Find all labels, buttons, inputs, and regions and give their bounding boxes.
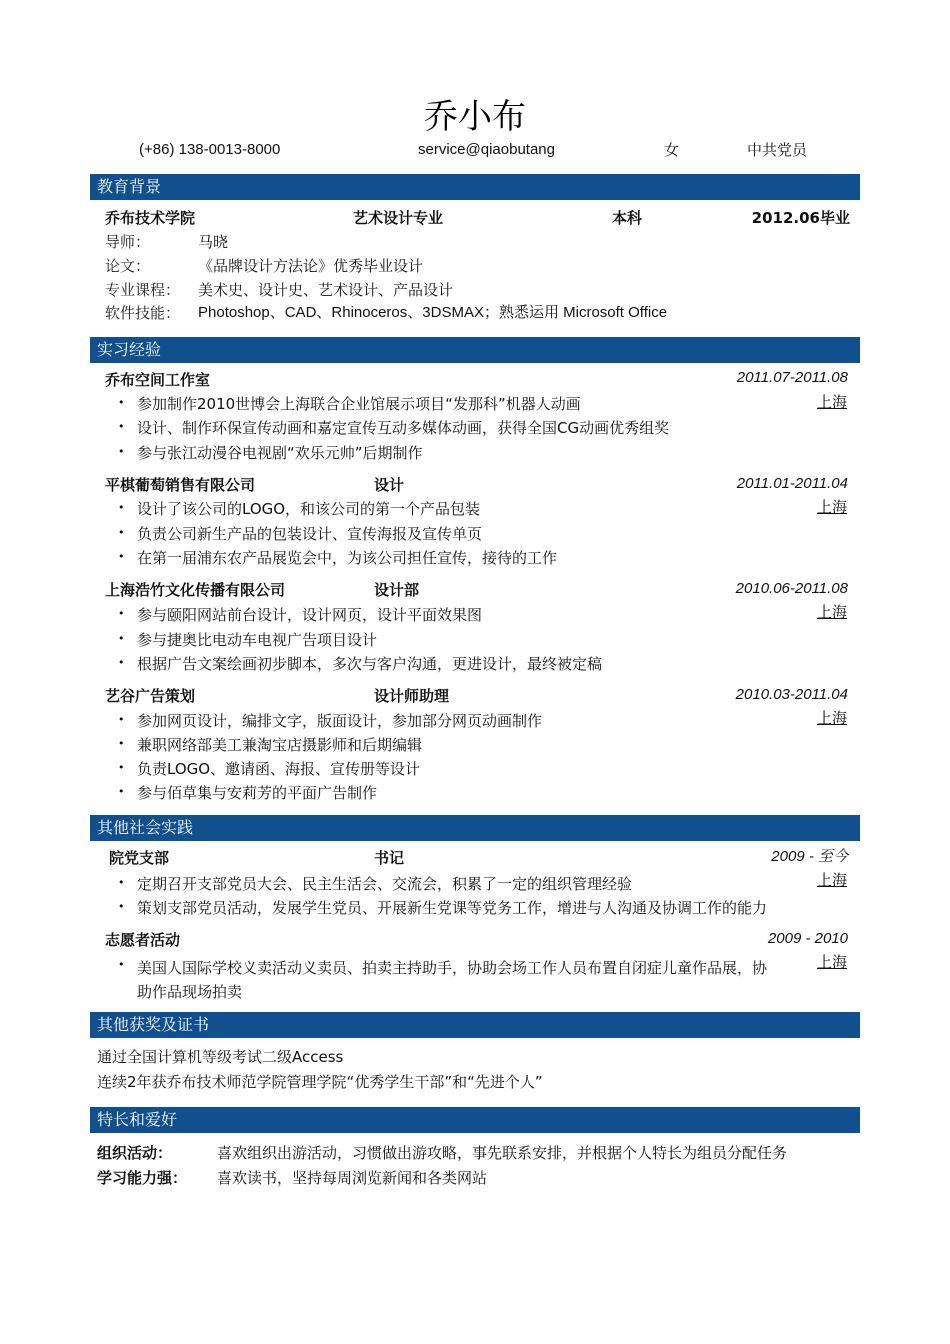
- job-bullet: 负责公司新生产品的包装设计、宣传海报及宣传单页: [137, 525, 483, 543]
- bullet-icon: •: [118, 876, 125, 889]
- bullet-icon: •: [118, 656, 125, 669]
- company-name: 乔布空间工作室: [105, 371, 211, 389]
- section-header-education: [90, 174, 860, 200]
- bullet-icon: •: [118, 632, 125, 645]
- bullet-icon: •: [118, 737, 125, 750]
- org-role: 书记: [374, 849, 405, 867]
- hobby-label: 学习能力强：: [97, 1169, 188, 1187]
- bullet-icon: •: [118, 550, 125, 563]
- job-bullet: 兼职网络部美工兼淘宝店摄影师和后期编辑: [137, 736, 423, 754]
- job-location: 上海: [816, 709, 847, 727]
- org-location: 上海: [816, 871, 847, 889]
- org-bullet: 定期召开支部党员大会、民主生活会、交流会，积累了一定的组织管理经验: [137, 875, 633, 893]
- job-role: 设计师助理: [374, 687, 450, 705]
- bullet-icon: •: [118, 526, 125, 539]
- job-bullet: 参与捷奥比电动车电视广告项目设计: [137, 631, 378, 649]
- org-name: 志愿者活动: [105, 931, 181, 949]
- job-bullet: 在第一届浦东农产品展览会中，为该公司担任宣传，接待的工作: [137, 549, 558, 567]
- school-name: 乔布技术学院: [105, 209, 196, 227]
- gender: 女: [664, 141, 680, 159]
- org-bullet: 策划支部党员活动，发展学生党员、开展新生党课等党务工作，增进与人沟通及协调工作的能力: [137, 899, 768, 917]
- major: 艺术设计专业: [353, 209, 444, 227]
- org-date: 2009 - 至今: [771, 848, 848, 865]
- company-name: 平棋葡萄销售有限公司: [105, 476, 256, 494]
- section-title: 教育背景: [97, 177, 162, 196]
- section-title: 其他社会实践: [97, 818, 194, 837]
- bullet-icon: •: [118, 396, 125, 409]
- job-bullet: 参与张江动漫谷电视剧“欢乐元帅”后期制作: [137, 444, 423, 462]
- company-name: 艺谷广告策划: [105, 687, 196, 705]
- org-location: 上海: [816, 953, 847, 971]
- detail-value: 《品牌设计方法论》优秀毕业设计: [198, 257, 424, 275]
- job-bullet: 参加网页设计，编排文字，版面设计，参加部分网页动画制作: [137, 712, 543, 730]
- award-item: 连续2年获乔布技术师范学院管理学院“优秀学生干部”和“先进个人”: [97, 1073, 543, 1091]
- org-bullet: 美国人国际学校义卖活动义卖员、拍卖主持助手，协助会场工作人员布置自闭症儿童作品展，协助作品现场拍卖: [137, 959, 768, 1001]
- detail-label: 导师：: [105, 233, 151, 251]
- bullet-icon: •: [118, 445, 125, 458]
- job-bullet: 根据广告文案绘画初步脚本，多次与客户沟通，更进设计，最终被定稿: [137, 655, 603, 673]
- bullet-icon: •: [118, 761, 125, 774]
- bullet-icon: •: [118, 958, 125, 971]
- bullet-icon: •: [118, 900, 125, 913]
- section-title: 其他获奖及证书: [97, 1015, 210, 1034]
- section-title: 实习经验: [97, 340, 162, 359]
- hobby-value: 喜欢组织出游活动，习惯做出游攻略，事先联系安排，并根据个人特长为组员分配任务: [217, 1144, 788, 1162]
- award-item: 通过全国计算机等级考试二级Access: [97, 1048, 344, 1066]
- job-role: 设计: [374, 476, 405, 494]
- job-location: 上海: [816, 603, 847, 621]
- graduation-date: 2012.06毕业: [751, 209, 850, 227]
- hobby-label: 组织活动：: [97, 1144, 173, 1162]
- detail-value: Photoshop、CAD、Rhinoceros、3DSMAX；熟悉运用 Microsoft Office: [198, 304, 668, 321]
- hobby-value: 喜欢读书，坚持每周浏览新闻和各类网站: [217, 1169, 488, 1187]
- bullet-icon: •: [118, 607, 125, 620]
- detail-label: 论文：: [105, 257, 151, 275]
- bullet-icon: •: [118, 501, 125, 514]
- job-bullet: 负责LOGO、邀请函、海报、宣传册等设计: [137, 760, 421, 778]
- job-date: 2011.07-2011.08: [736, 369, 848, 386]
- job-bullet: 参与颐阳网站前台设计，设计网页，设计平面效果图: [137, 606, 483, 624]
- section-title: 特长和爱好: [97, 1110, 178, 1129]
- bullet-icon: •: [118, 713, 125, 726]
- job-location: 上海: [816, 393, 847, 411]
- section-header-social: [90, 815, 860, 841]
- bullet-icon: •: [118, 420, 125, 433]
- candidate-name: 乔小布: [424, 97, 526, 137]
- degree: 本科: [612, 209, 643, 227]
- detail-label: 软件技能：: [105, 304, 181, 322]
- job-bullet: 设计了该公司的LOGO，和该公司的第一个产品包装: [137, 500, 481, 518]
- job-location: 上海: [816, 498, 847, 516]
- job-bullet: 参与佰草集与安莉芳的平面广告制作: [137, 784, 378, 802]
- job-bullet: 参加制作2010世博会上海联合企业馆展示项目“发那科”机器人动画: [137, 395, 581, 413]
- phone-number: (+86) 138-0013-8000: [139, 141, 281, 158]
- org-date: 2009 - 2010: [767, 930, 848, 947]
- job-date: 2010.06-2011.08: [735, 580, 848, 597]
- section-header-internship: [90, 337, 860, 363]
- detail-value: 马晓: [198, 233, 229, 251]
- political-status: 中共党员: [747, 141, 808, 159]
- job-role: 设计部: [374, 581, 420, 599]
- section-header-hobbies: [90, 1107, 860, 1133]
- company-name: 上海浩竹文化传播有限公司: [105, 581, 286, 599]
- section-header-awards: [90, 1012, 860, 1038]
- detail-label: 专业课程：: [105, 281, 181, 299]
- job-bullet: 设计、制作环保宣传动画和嘉定宣传互动多媒体动画，获得全国CG动画优秀组奖: [137, 419, 670, 437]
- email-address: service@qiaobutang: [418, 141, 555, 158]
- bullet-icon: •: [118, 785, 125, 798]
- job-date: 2011.01-2011.04: [736, 475, 848, 492]
- org-name: 院党支部: [109, 849, 170, 867]
- detail-value: 美术史、设计史、艺术设计、产品设计: [198, 281, 454, 299]
- job-date: 2010.03-2011.04: [735, 686, 848, 703]
